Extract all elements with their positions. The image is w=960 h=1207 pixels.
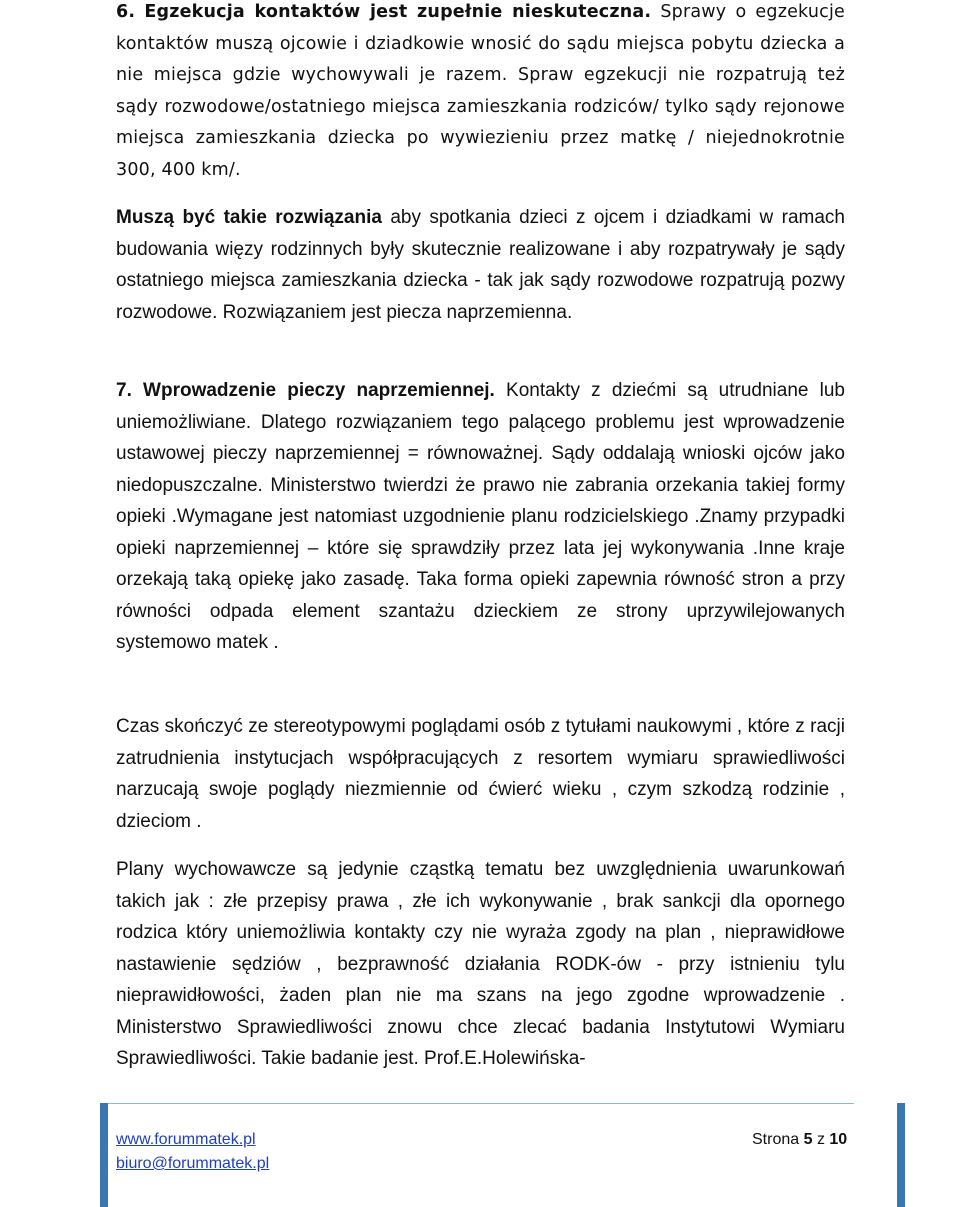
website-link[interactable]: www.forummatek.pl bbox=[116, 1131, 256, 1148]
section-6-text: Sprawy o egzekucje kontaktów muszą ojcowie i dziadkowie wnosić do sądu miejsca pobytu dziecka a nie miejsca gdzie wychowywali je razem. Spraw egzekucji nie rozpatrują też sądy rozwodowe/ostatniego miejsca zamieszkania rodziców/ tylko sądy rejonowe miejsca zamieszkania dziecka po wywiezieniu przez matkę / niejednokrotnie 300, 400 km/. bbox=[116, 2, 845, 180]
section-7-heading: 7. Wprowadzenie pieczy naprzemiennej. bbox=[116, 380, 495, 401]
page-number bbox=[752, 1128, 847, 1152]
section-6-lead: Egzekucja kontaktów jest zupełnie nieskuteczna. bbox=[144, 2, 652, 22]
solution-bold-lead: Muszą być takie rozwiązania bbox=[116, 207, 382, 228]
parenting-plans-paragraph: Plany wychowawcze są jedynie cząstką tematu bez uwzględnienia uwarunkowań takich jak : złe przepisy prawa , złe ich wykonywanie , brak sankcji dla opornego rodzica który uniemożliwia kontakty czy nie wyraża zgody na plan , nieprawidłowe nastawienie sędziów , bezprawność działania RODK-ów - przy istnieniu tylu nieprawidłowości, żaden plan nie ma szans na jego zgodne wprowadzenie . Ministerstwo Sprawiedliwości znowu chce zlecać badania Instytutowi Wymiaru Sprawiedliwości. Takie badanie jest. Prof.E.Holewińska- bbox=[116, 859, 845, 1069]
email-link[interactable]: biuro@forummatek.pl bbox=[116, 1155, 270, 1172]
section-6-number: 6. bbox=[116, 2, 136, 22]
footer-right-bar bbox=[897, 1103, 905, 1207]
footer-rule bbox=[108, 1103, 854, 1104]
page-total: 10 bbox=[829, 1131, 848, 1148]
footer-contacts bbox=[116, 1128, 269, 1176]
solution-text: aby spotkania dzieci z ojcem i dziadkami w ramach budowania więzy rodzinnych były skutecznie realizowane i aby rozpatrywały je sądy ostatniego miejsca zamieszkania dziecka - tak jak sądy rozwodowe rozpatrują pozwy rozwodowe. Rozwiązaniem jest piecza naprzemienna. bbox=[116, 207, 846, 323]
section-7-paragraph bbox=[116, 375, 845, 659]
section-7-text: Kontakty z dziećmi są utrudniane lub uniemożliwiane. Dlatego rozwiązaniem tego palącego problemu jest wprowadzenie ustawowej pieczy naprzemiennej = równoważnej. Sądy oddalają wnioski ojców jako niedopuszczalne. Ministerstwo twierdzi że prawo nie zabrania orzekania takiej formy opieki .Wymagane jest natomiast uzgodnienie planu rodzicielskiego .Znamy przypadki opieki naprzemiennej – które się sprawdziły przez lata jej wykonywania .Inne kraje orzekają taką opiekę jako zasadę. Taka forma opieki zapewnia równość stron a przy równości odpada element szantażu dzieckiem ze strony uprzywilejowanych systemowo matek . bbox=[116, 380, 846, 653]
page-current: 5 bbox=[803, 1131, 813, 1148]
section-6-paragraph bbox=[116, 0, 845, 186]
page-prefix: Strona bbox=[752, 1131, 800, 1148]
footer-left-bar bbox=[100, 1103, 108, 1207]
solution-paragraph bbox=[116, 202, 845, 328]
stereotypes-paragraph: Czas skończyć ze stereotypowymi poglądami osób z tytułami naukowymi , które z racji zatrudnienia instytucjach współpracujących z resortem wymiaru sprawiedliwości narzucają swoje poglądy niezmiennie od ćwierć wieku , czym szkodzą rodzinie , dzieciom . bbox=[116, 716, 845, 832]
page-of: z bbox=[816, 1131, 825, 1148]
